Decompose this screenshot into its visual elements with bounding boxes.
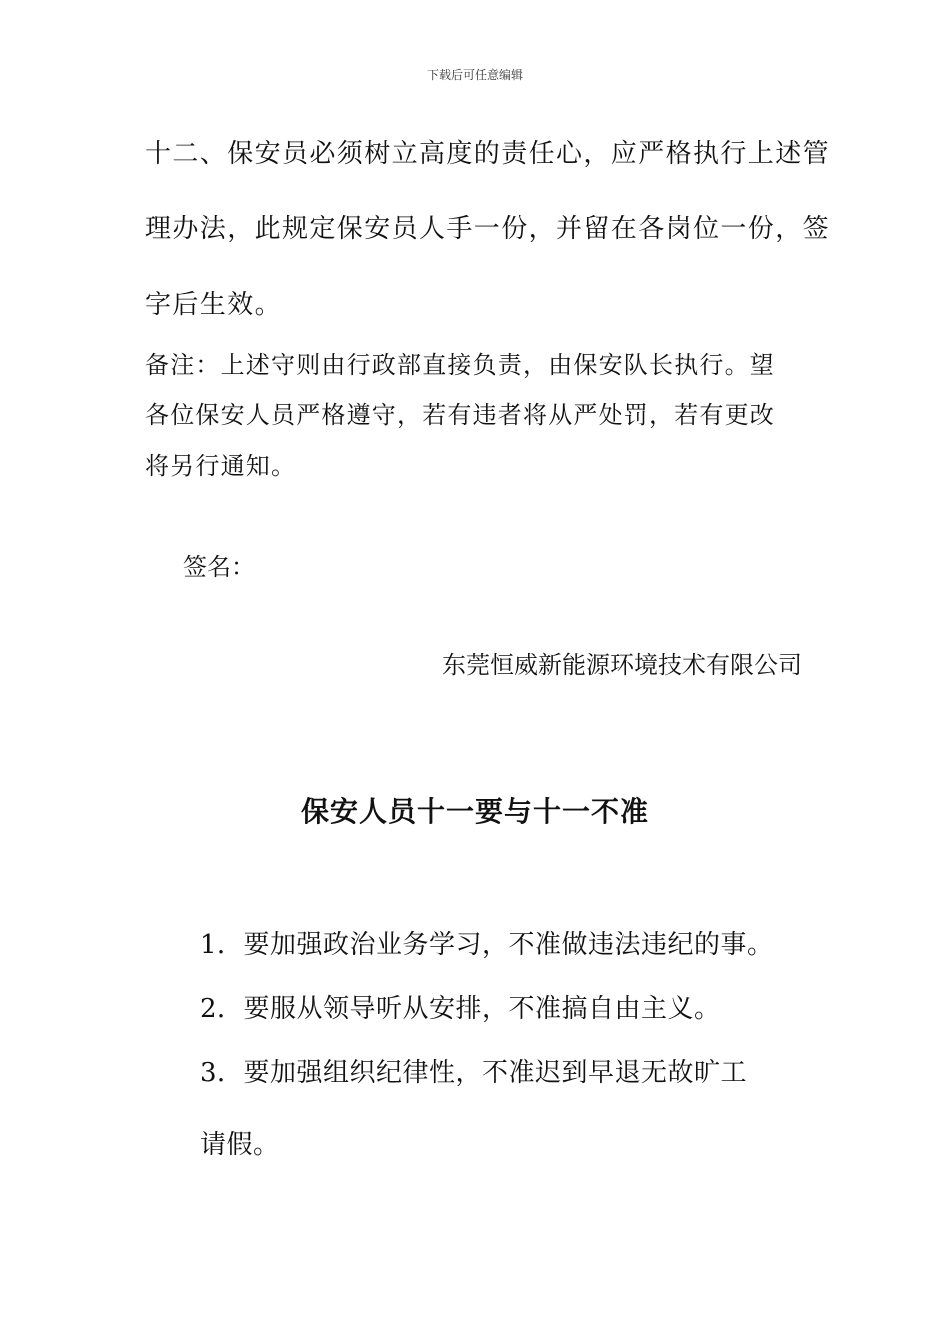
rule-item-3: 3．要加强组织纪律性，不准迟到早退无故旷工 (200, 1058, 748, 1088)
paragraph-12-line-3: 字后生效。 (145, 290, 283, 320)
page-header: 下载后可任意编辑 (426, 68, 523, 82)
rule-item-3-continued: 请假。 (200, 1130, 280, 1160)
paragraph-12-line-1: 十二、保安员必须树立高度的责任心，应严格执行上述管 (145, 139, 831, 169)
paragraph-12-line-2: 理办法，此规定保安员人手一份，并留在各岗位一份，签 (145, 214, 831, 244)
remark-line-2: 各位保安人员严格遵守，若有违者将从严处罚，若有更改 (145, 401, 775, 429)
signature-label: 签名： (183, 553, 255, 581)
company-name: 东莞恒威新能源环境技术有限公司 (442, 651, 802, 679)
remark-line-1: 备注：上述守则由行政部直接负责，由保安队长执行。望 (145, 351, 775, 379)
rule-item-1: 1．要加强政治业务学习，不准做违法违纪的事。 (200, 930, 774, 960)
remark-line-3: 将另行通知。 (145, 452, 297, 480)
section-title: 保安人员十一要与十一不准 (300, 795, 649, 828)
rule-item-2: 2．要服从领导听从安排，不准搞自由主义。 (200, 994, 721, 1024)
